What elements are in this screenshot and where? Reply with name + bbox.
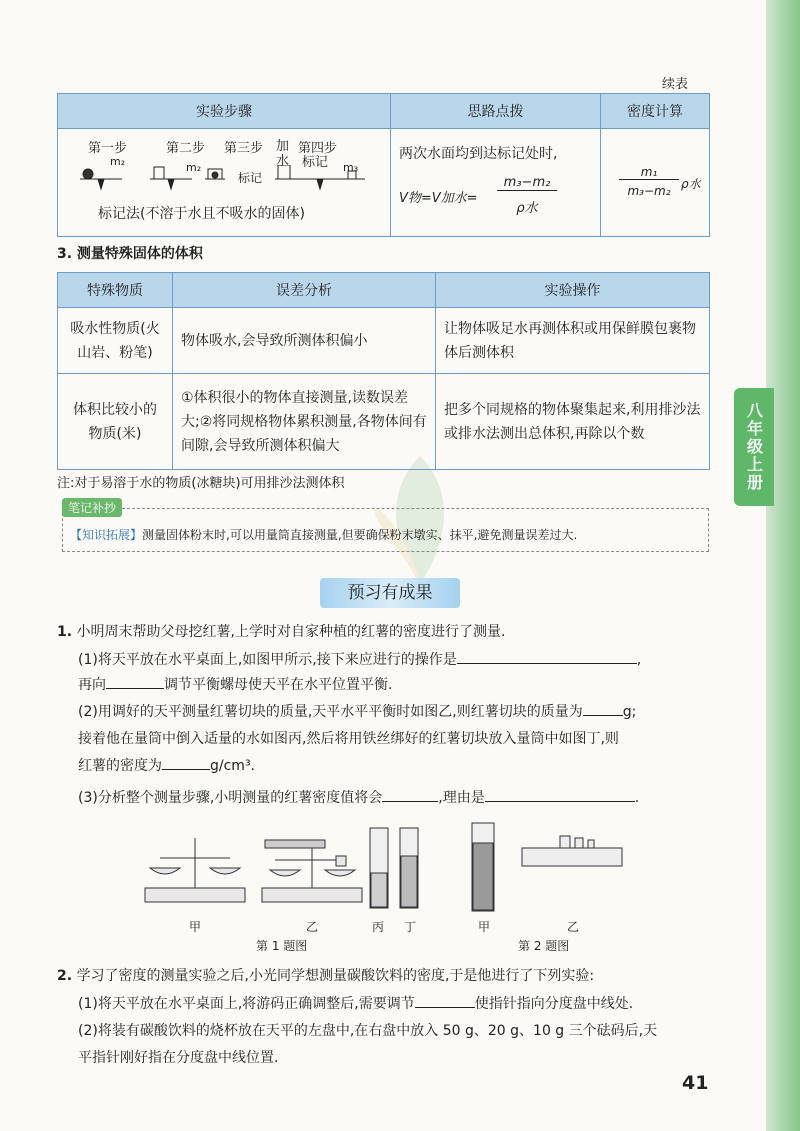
q1-text: 调节平衡螺母使天平在水平位置平衡.: [164, 677, 393, 693]
hint-cell: [391, 129, 601, 237]
fig1-label-ding: 丁: [404, 920, 417, 934]
answer-blank[interactable]: [382, 801, 438, 802]
operation-cell: 让物体吸足水再测体积或用保鲜膜包裹物体后测体积: [436, 308, 710, 374]
question-2-stem: [57, 965, 707, 987]
col-header-analysis: 误差分析: [173, 273, 436, 308]
q1-text: (3)分析整个测量步骤,小明测量的红薯密度值将会: [78, 790, 383, 806]
fig2-label-jia: 甲: [478, 920, 491, 934]
col-header-operation: 实验操作: [436, 273, 710, 308]
notebook-content: [70, 526, 577, 543]
fig2-caption: 第 2 题图: [518, 939, 570, 953]
q1-text: 红薯的密度为: [78, 758, 162, 774]
q1-text: g/cm³.: [210, 758, 256, 774]
q1-part1-line2: [78, 674, 708, 696]
fig1-label-yi: 乙: [306, 920, 319, 934]
step-4-label: 第四步: [298, 141, 338, 156]
hint-formula-num: m₃−m₂: [497, 175, 557, 191]
fig2-label-yi: 乙: [567, 920, 580, 934]
fig1-label-jia: 甲: [189, 920, 202, 934]
step-3-label: 第三步: [224, 141, 264, 156]
mark-label: 标记: [238, 171, 263, 185]
question-stem: 小明周末帮助父母挖红薯,上学时对自家种植的红薯的密度进行了测量.: [76, 624, 506, 640]
q2-part1: [78, 993, 708, 1015]
col-header-hint: 思路点拨: [391, 94, 601, 129]
answer-blank[interactable]: [106, 688, 164, 689]
fig1-label-bing: 丙: [372, 920, 385, 934]
page-edge-decoration: [766, 0, 800, 1131]
question-1-stem: [57, 621, 707, 643]
density-den: m₃−m₂: [627, 184, 671, 198]
density-num: m₁: [619, 165, 679, 180]
q1-part3: (3)分析整个测量步骤,小明测量的红薯密度值将会 ,理由是 .: [78, 790, 640, 806]
hint-formula-left: V物=V加水=: [399, 191, 478, 206]
continued-label: 续表: [661, 77, 688, 92]
fig1-caption: 第 1 题图: [256, 939, 308, 953]
q2-part2-line2: 平指针刚好指在分度盘中线位置.: [78, 1050, 279, 1066]
answer-blank[interactable]: [457, 663, 637, 664]
analysis-cell: 物体吸水,会导致所测体积偏小: [173, 308, 436, 374]
q1-text: (1)将天平放在水平桌面上,如图甲所示,接下来应进行的操作是: [78, 652, 457, 668]
m2-label-b: m₂: [186, 161, 202, 174]
answer-blank[interactable]: [162, 769, 210, 770]
q2-text: 使指针指向分度盘中线处.: [474, 996, 634, 1012]
balance-steps-icon: [80, 165, 370, 195]
steps-cell: [58, 129, 391, 237]
section-banner: 预习有成果: [320, 578, 460, 608]
question-number: 1.: [57, 624, 73, 640]
density-suffix: ρ水: [681, 177, 701, 191]
answer-blank[interactable]: [415, 1007, 475, 1008]
special-solids-table: [57, 272, 710, 470]
page-number: 41: [682, 1072, 709, 1094]
question-stem: 学习了密度的测量实验之后,小光同学想测量碳酸饮料的密度,于是他进行了下列实验:: [76, 968, 595, 984]
figure-2-illustration: [470, 818, 630, 918]
q1-part1-line1: (1)将天平放在水平桌面上,如图甲所示,接下来应进行的操作是 ,: [78, 652, 642, 668]
m2-label-a: m₂: [110, 155, 126, 168]
method-label: 标记法(不溶于水且不吸水的固体): [98, 206, 305, 222]
q1-text: g;: [622, 704, 637, 720]
q1-text: 再向: [78, 677, 106, 693]
marking-method-table: [57, 93, 710, 237]
notebook-text: 测量固体粉末时,可以用量筒直接测量,但要确保粉末墩实、抹平,避免测量误差过大.: [142, 528, 578, 542]
q1-text: (2)用调好的天平测量红薯切块的质量,天平水平平衡时如图乙,则红薯切块的质量为: [78, 704, 583, 720]
q1-part2-line2: 接着他在量筒中倒入适量的水如图丙,然后将用铁丝绑好的红薯切块放入量筒中如图丁,则: [78, 731, 619, 747]
col-header-density: 密度计算: [601, 94, 710, 129]
question-number: 2.: [57, 968, 73, 984]
m3-label: m₃: [343, 161, 359, 174]
grade-side-tab: 八年级上册: [734, 388, 774, 506]
mark-label-top: 标记: [302, 155, 329, 170]
analysis-cell: ①体积很小的物体直接测量,读数误差大;②将同规格物体累积测量,各物体间有间隙,会导致所测体积偏大: [173, 374, 436, 470]
notebook-label: 【知识拓展】: [70, 528, 143, 542]
notebook-tag: 笔记补抄: [62, 498, 122, 517]
q2-part2-line1: (2)将装有碳酸饮料的烧杯放在天平的左盘中,在右盘中放入 50 g、20 g、10 g 三个砝码后,天: [78, 1023, 658, 1039]
add-water-label: 加水: [276, 139, 290, 169]
operation-cell: 把多个同规格的物体聚集起来,利用排沙法或排水法测出总体积,再除以个数: [436, 374, 710, 470]
answer-blank[interactable]: [583, 715, 623, 716]
figure-1-illustration: [140, 818, 430, 918]
step-2-label: 第二步: [166, 141, 206, 156]
hint-formula-den: ρ水: [516, 201, 538, 216]
q2-text: (1)将天平放在水平桌面上,将游码正确调整后,需要调节: [78, 996, 415, 1012]
hint-line1: 两次水面均到达标记处时,: [399, 146, 558, 162]
col-header-steps: 实验步骤: [58, 94, 391, 129]
density-cell: [601, 129, 710, 237]
note-text: 注:对于易溶于水的物质(冰糖块)可用排沙法测体积: [57, 476, 345, 491]
step-1-label: 第一步: [88, 141, 128, 156]
q1-text: ,理由是: [438, 790, 485, 806]
material-cell: 吸水性物质(火山岩、粉笔): [58, 308, 173, 374]
material-cell: 体积比较小的物质(米): [58, 374, 173, 470]
q1-part2-line3: [78, 755, 708, 777]
col-header-material: 特殊物质: [58, 273, 173, 308]
q1-part2-line1: [78, 701, 708, 723]
answer-blank[interactable]: [485, 801, 635, 802]
section-title: 3. 测量特殊固体的体积: [57, 246, 203, 262]
